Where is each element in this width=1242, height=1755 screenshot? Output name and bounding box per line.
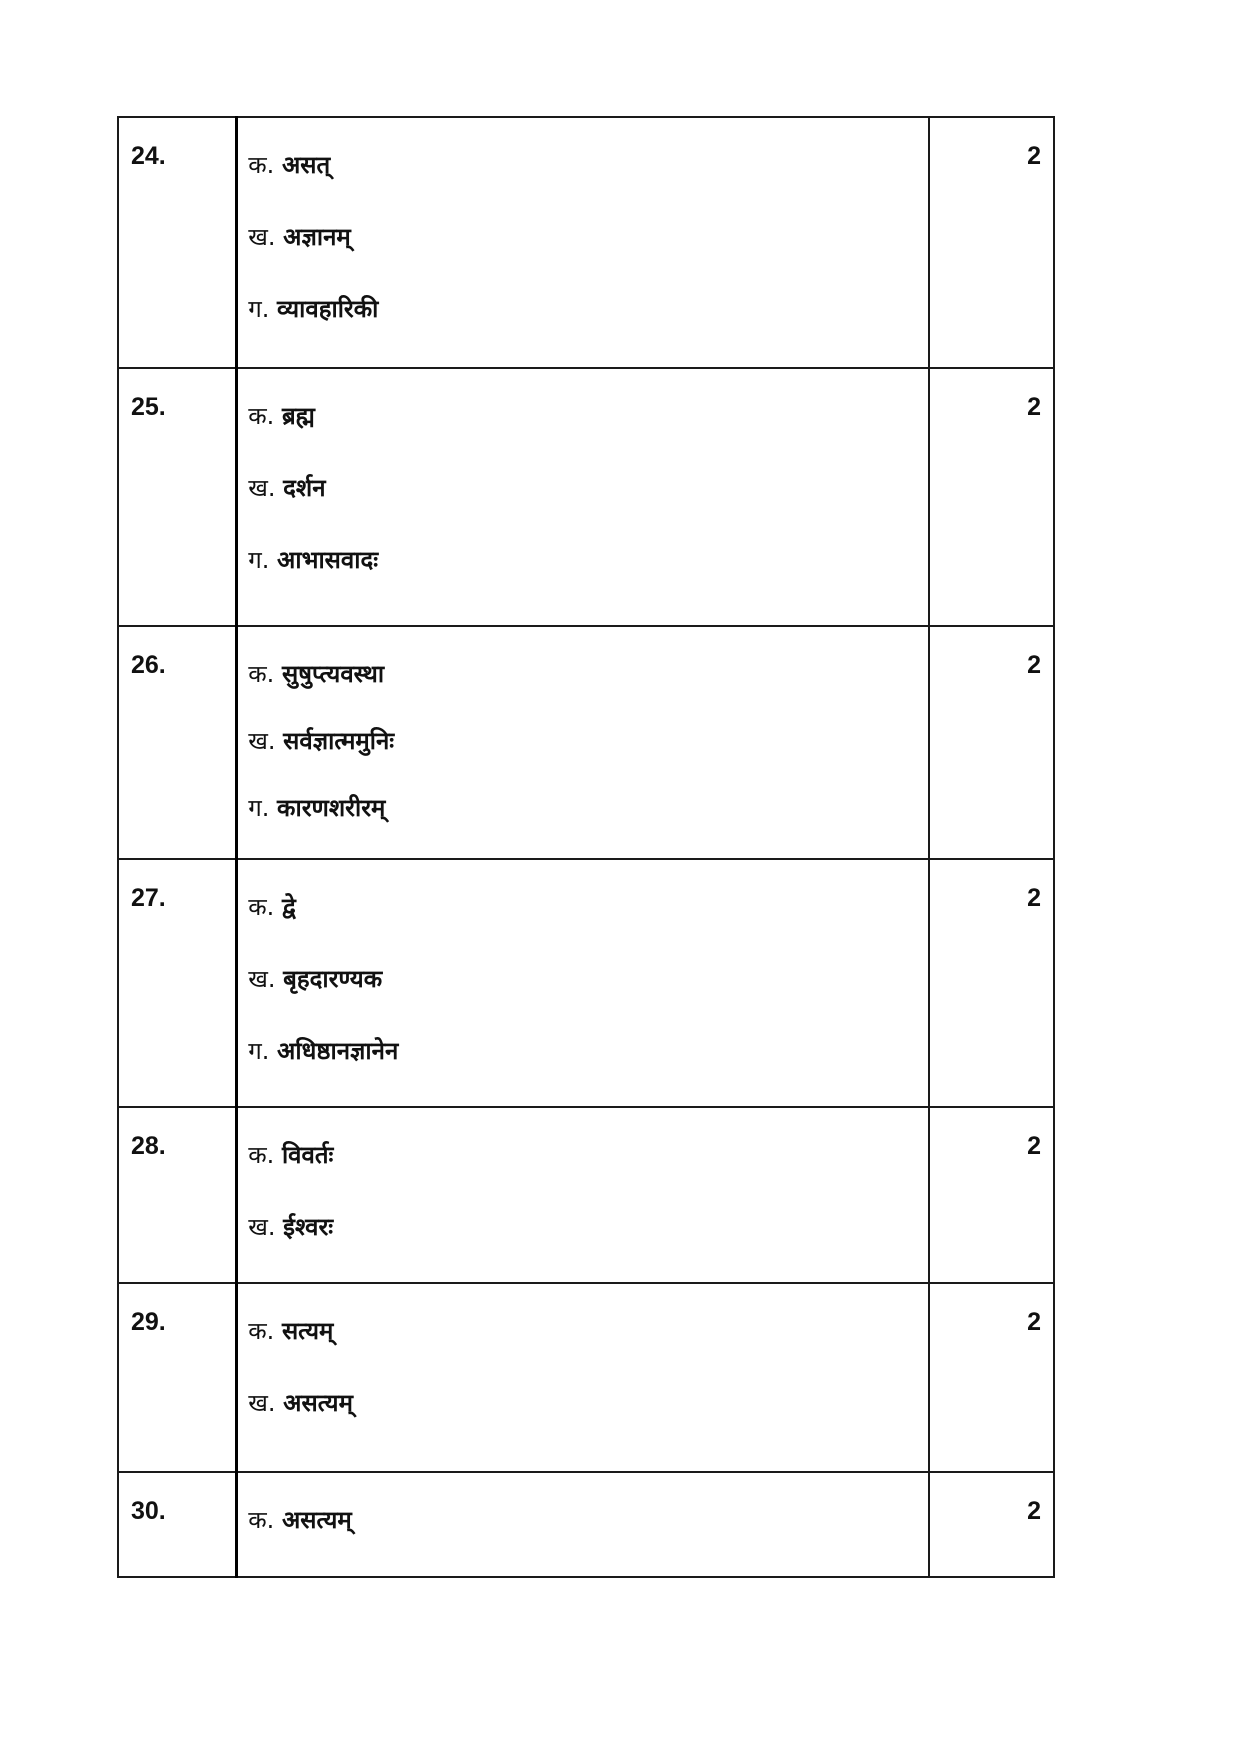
table-row [118, 1472, 1054, 1577]
marks-value: 2 [929, 368, 1054, 626]
table-row [118, 626, 1054, 859]
answer-label: ग. [248, 794, 270, 822]
answer-line [248, 543, 928, 615]
table-row [118, 368, 1054, 626]
answer-text: अज्ञानम् [283, 223, 351, 251]
answer-text: बृहदारण्यक [283, 965, 383, 993]
answer-line [248, 220, 928, 292]
answer-label: क. [248, 1317, 275, 1345]
question-number: 28. [118, 1107, 237, 1283]
answer-text: सर्वज्ञात्ममुनिः [283, 727, 395, 755]
question-number: 24. [118, 117, 237, 368]
answer-text: ईश्वरः [283, 1213, 334, 1241]
answer-label: क. [248, 402, 275, 430]
answer-text: असत् [281, 151, 331, 179]
answer-text: सत्यम् [281, 1317, 334, 1345]
answer-key-table [117, 116, 1055, 1578]
answer-line [248, 1034, 928, 1106]
answer-text: असत्यम् [281, 1506, 352, 1534]
answer-label: ख. [248, 727, 276, 755]
answer-line [248, 962, 928, 1034]
question-number: 29. [118, 1283, 237, 1472]
answer-label: ग. [248, 295, 270, 323]
table-row [118, 117, 1054, 368]
answer-line [248, 1503, 928, 1563]
answer-line [248, 471, 928, 543]
answer-label: ग. [248, 546, 270, 574]
answer-text: असत्यम् [283, 1389, 353, 1417]
answer-line [248, 791, 928, 858]
answer-label: ख. [248, 223, 276, 251]
table-row [118, 1283, 1054, 1472]
answer-label: क. [248, 893, 275, 921]
answer-label: ख. [248, 965, 276, 993]
answers-cell [237, 117, 929, 368]
answer-line [248, 1210, 928, 1282]
answer-line [248, 399, 928, 471]
answer-line [248, 148, 928, 220]
marks-value: 2 [929, 1472, 1054, 1577]
answers-cell [237, 1472, 929, 1577]
answers-cell [237, 368, 929, 626]
answer-line [248, 657, 928, 724]
marks-value: 2 [929, 626, 1054, 859]
answer-text: द्वे [281, 893, 296, 921]
answer-line [248, 1314, 928, 1386]
answer-label: ख. [248, 474, 276, 502]
answer-line [248, 1386, 928, 1458]
marks-value: 2 [929, 1107, 1054, 1283]
answer-line [248, 890, 928, 962]
answer-text: व्यावहारिकी [277, 295, 379, 323]
marks-value: 2 [929, 1283, 1054, 1472]
question-number: 25. [118, 368, 237, 626]
answer-label: ख. [248, 1389, 276, 1417]
answer-line [248, 1138, 928, 1210]
answer-text: आभासवादः [277, 546, 379, 574]
answer-text: सुषुप्त्यवस्था [281, 660, 385, 688]
answer-text: अधिष्ठानज्ञानेन [277, 1037, 399, 1065]
answer-text: दर्शन [283, 474, 326, 502]
question-number: 26. [118, 626, 237, 859]
answer-line [248, 724, 928, 791]
answer-label: क. [248, 151, 275, 179]
answer-label: क. [248, 660, 275, 688]
answer-label: क. [248, 1506, 275, 1534]
answer-text: ब्रह्म [281, 402, 315, 430]
answer-key-body [118, 117, 1054, 1577]
table-row [118, 1107, 1054, 1283]
answers-cell [237, 859, 929, 1107]
answer-text: विवर्तः [281, 1141, 334, 1169]
answers-cell [237, 1107, 929, 1283]
answer-line [248, 292, 928, 364]
question-number: 30. [118, 1472, 237, 1577]
marks-value: 2 [929, 859, 1054, 1107]
table-row [118, 859, 1054, 1107]
marks-value: 2 [929, 117, 1054, 368]
answer-label: क. [248, 1141, 275, 1169]
question-number: 27. [118, 859, 237, 1107]
answer-label: ग. [248, 1037, 270, 1065]
answer-text: कारणशरीरम् [277, 794, 386, 822]
answers-cell [237, 626, 929, 859]
answer-label: ख. [248, 1213, 276, 1241]
answers-cell [237, 1283, 929, 1472]
